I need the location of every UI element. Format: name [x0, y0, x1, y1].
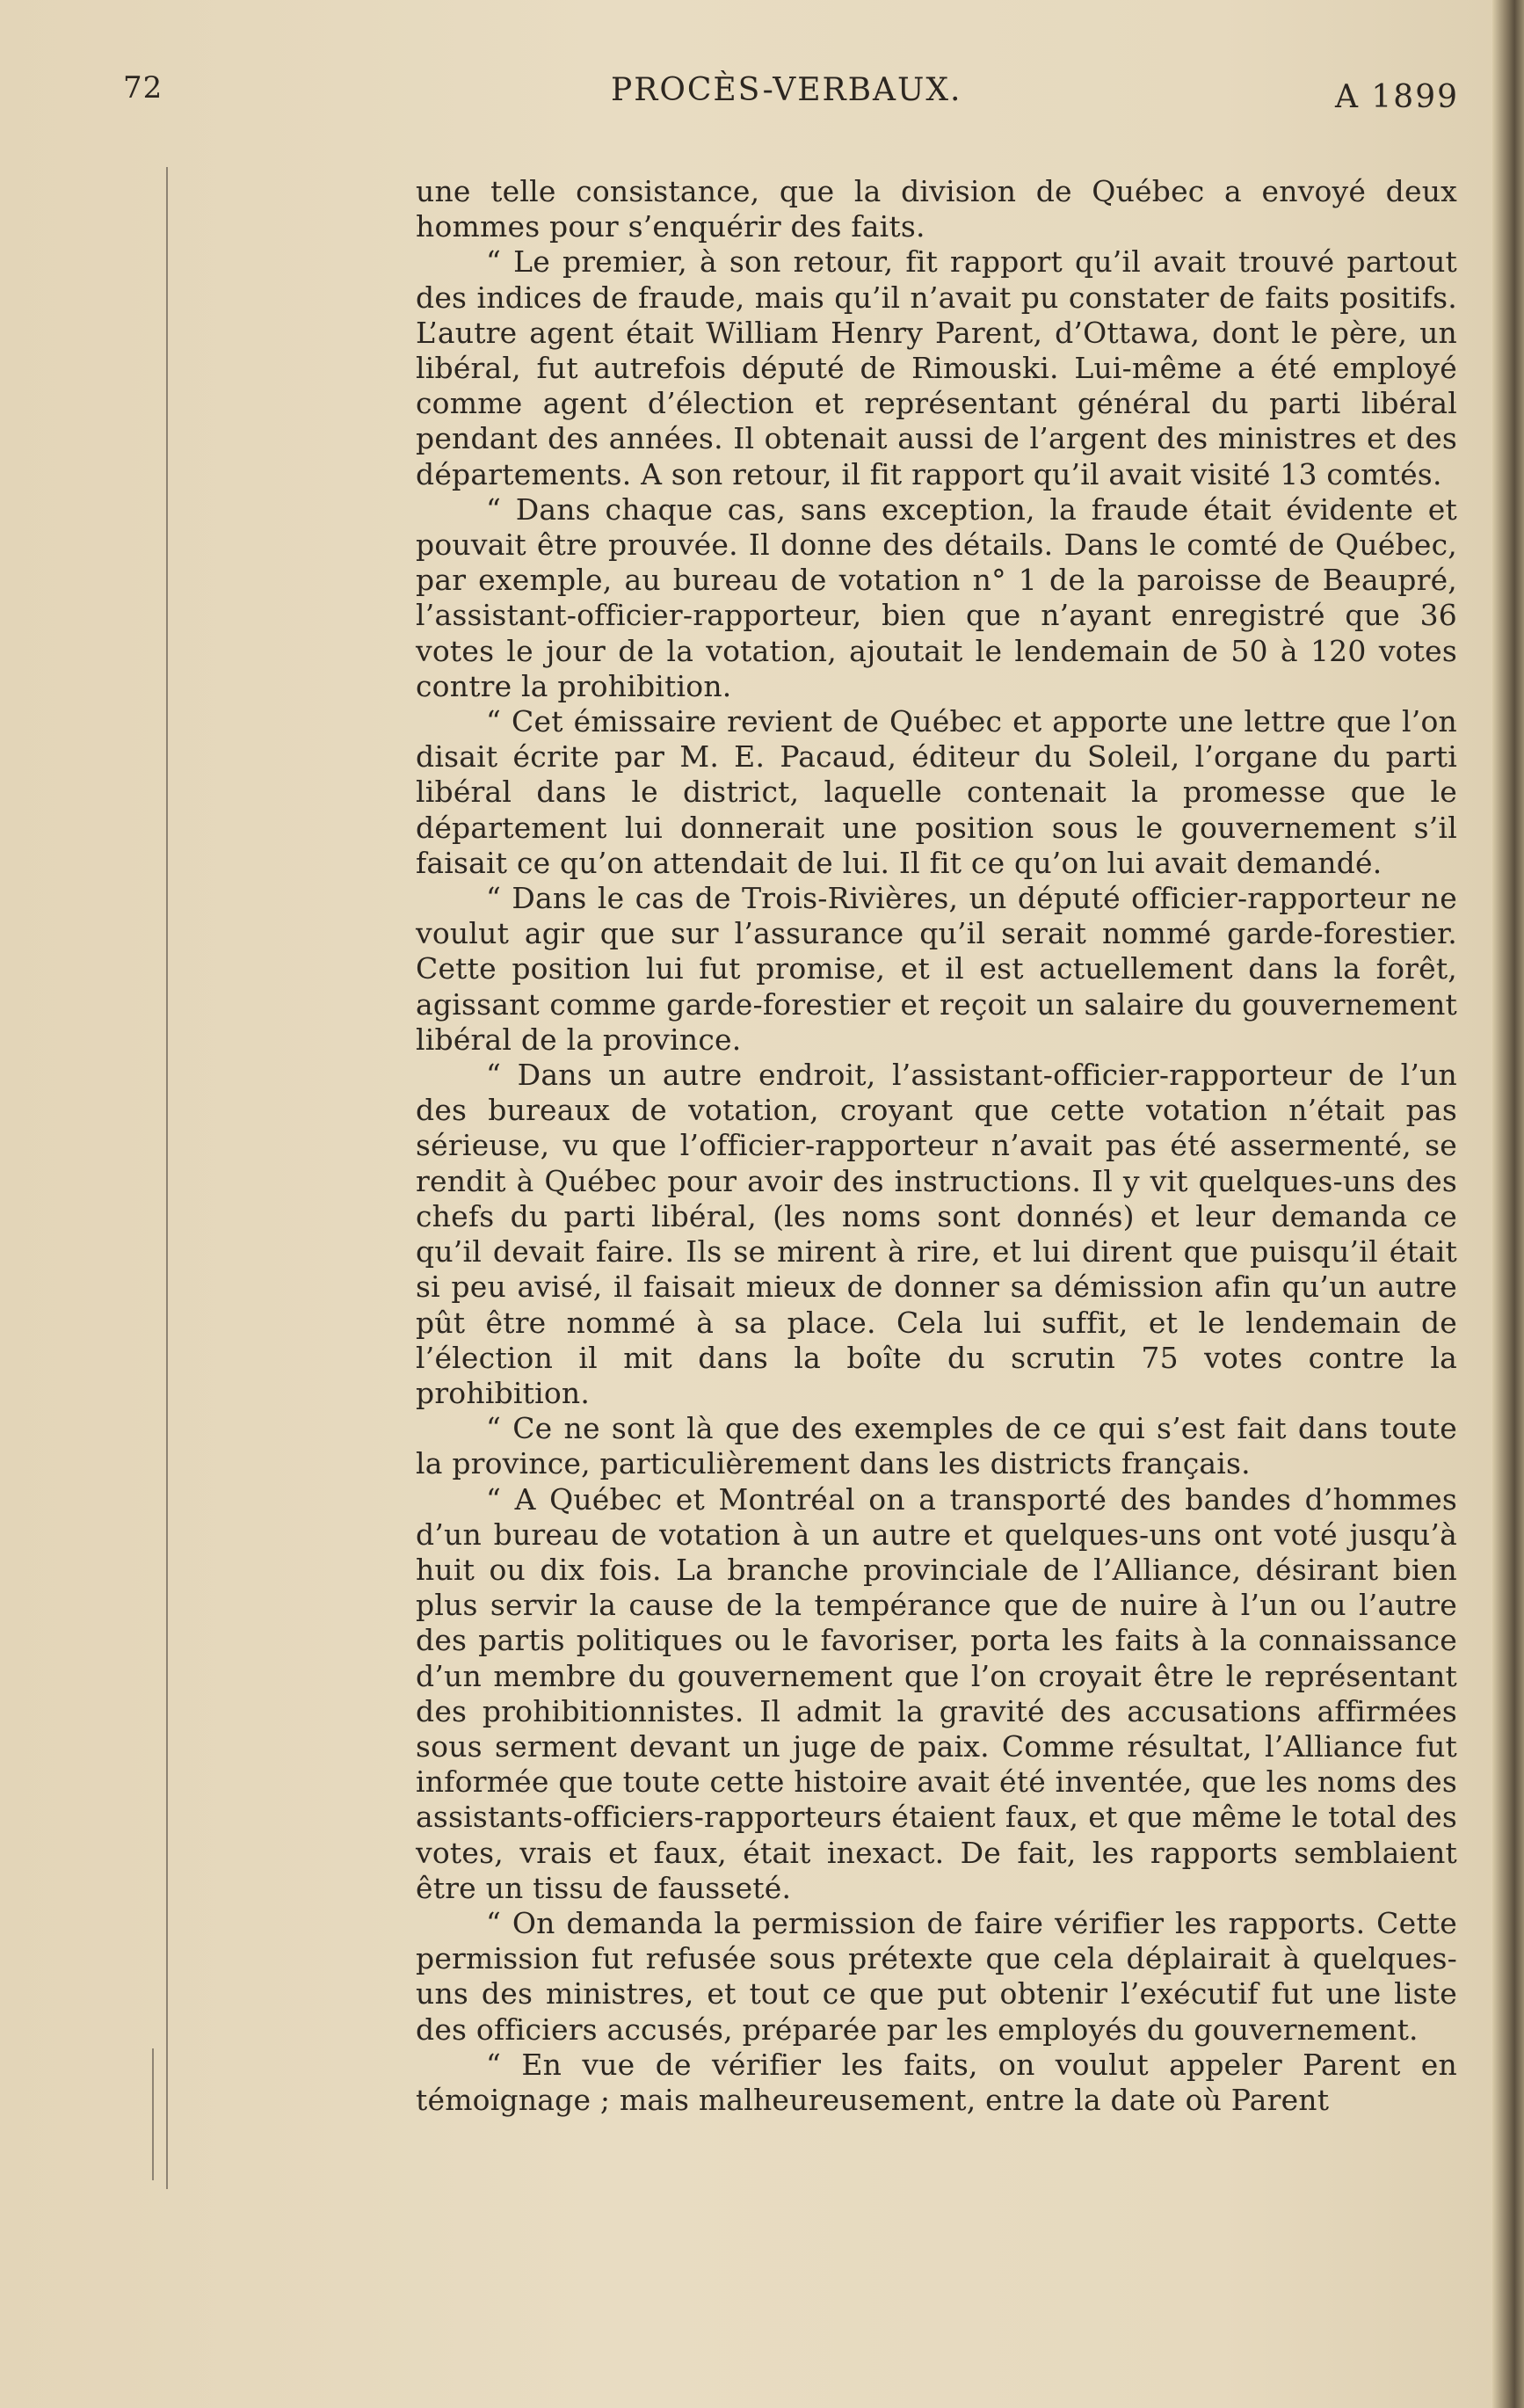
- paragraph: “ A Québec et Montréal on a transporté des bandes d’hommes d’un bureau de votation à un autre et quelques-uns ont voté jusqu’à huit ou dix fois. La branche provinciale de l’Alliance, désirant bien plus servir la cause de la tempérance que de nuire à l’un ou l’autre des partis politiques ou le favoriser, porta les faits à la connaissance d’un membre du gouvernement que l’on croyait être le représentant des prohibitionnistes. Il admit la gravité des accusations affirmées sous serment devant un juge de paix. Comme résultat, l’Alliance fut informée que toute cette histoire avait été inventée, que les noms des assistants-officiers-rapporteurs étaient faux, et que même le total des votes, vrais et faux, était inexact. De fait, les rapports semblaient être un tissu de fausseté.: [416, 1481, 1457, 1905]
- paragraph: “ Cet émissaire revient de Québec et apporte une lettre que l’on disait écrite par M. E. Pacaud, éditeur du Soleil, l’organe du parti libéral dans le district, laquelle contenait la promesse que le département lui donnerait une position sous le gouvernement s’il faisait ce qu’on attendait de lui. Il fit ce qu’on lui avait demandé.: [416, 704, 1457, 880]
- paragraph: “ On demanda la permission de faire vérifier les rapports. Cette permission fut refusée sous prétexte que cela déplairait à quelques-uns des ministres, et tout ce que put obtenir l’exécutif fut une liste des officiers accusés, préparée par les employés du gouvernement.: [416, 1905, 1457, 2047]
- margin-rule-lower: [152, 2048, 154, 2180]
- paragraph: “ Dans un autre endroit, l’assistant-officier-rapporteur de l’un des bureaux de votation, croyant que cette votation n’était pas sérieuse, vu que l’officier-rapporteur n’avait pas été assermenté, se rendit à Québec pour avoir des instructions. Il y vit quelques-uns des chefs du parti libéral, (les noms sont donnés) et leur demanda ce qu’il devait faire. Ils se mirent à rire, et lui dirent que puisqu’il était si peu avisé, il faisait mieux de donner sa démission afin qu’un autre pût être nommé à sa place. Cela lui suffit, et le lendemain de l’élection il mit dans la boîte du scrutin 75 votes contre la prohibition.: [416, 1058, 1457, 1410]
- page-edge-shadow: [1492, 0, 1524, 2408]
- paragraph: “ Le premier, à son retour, fit rapport qu’il avait trouvé partout des indices de fraude, mais qu’il n’avait pu constater de faits positifs. L’autre agent était William Henry Parent, d’Ottawa, dont le père, un libéral, fut autrefois député de Rimouski. Lui-même a été employé comme agent d’élection et représentant général du parti libéral pendant des années. Il obtenait aussi de l’argent des ministres et des départements. A son retour, il fit rapport qu’il avait visité 13 comtés.: [416, 244, 1457, 491]
- page-header: [123, 70, 1459, 123]
- paragraph: “ En vue de vérifier les faits, on voulut appeler Parent en témoignage ; mais malheureusement, entre la date où Parent: [416, 2047, 1457, 2117]
- paragraph: une telle consistance, que la division de Québec a envoyé deux hommes pour s’enquérir des faits.: [416, 174, 1457, 244]
- running-title: PROCÈS-VERBAUX.: [611, 72, 962, 108]
- paragraph: “ Dans chaque cas, sans exception, la fraude était évidente et pouvait être prouvée. Il donne des détails. Dans le comté de Québec, par exemple, au bureau de votation n° 1 de la paroisse de Beaupré, l’assistant-officier-rapporteur, bien que n’ayant enregistré que 36 votes le jour de la votation, ajoutait le lendemain de 50 à 120 votes contre la prohibition.: [416, 491, 1457, 703]
- paragraph: “ Dans le cas de Trois-Rivières, un député officier-rapporteur ne voulut agir que sur l’assurance qu’il serait nommé garde-forestier. Cette position lui fut promise, et il est actuellement dans la forêt, agissant comme garde-forestier et reçoit un salaire du gouvernement libéral de la province.: [416, 881, 1457, 1057]
- margin-rule: [166, 167, 168, 2189]
- page-number: 72: [123, 70, 163, 105]
- section-mark: A 1899: [1334, 79, 1459, 115]
- body-text: [416, 174, 1457, 2118]
- paragraph: “ Ce ne sont là que des exemples de ce qui s’est fait dans toute la province, particulièrement dans les districts français.: [416, 1411, 1457, 1481]
